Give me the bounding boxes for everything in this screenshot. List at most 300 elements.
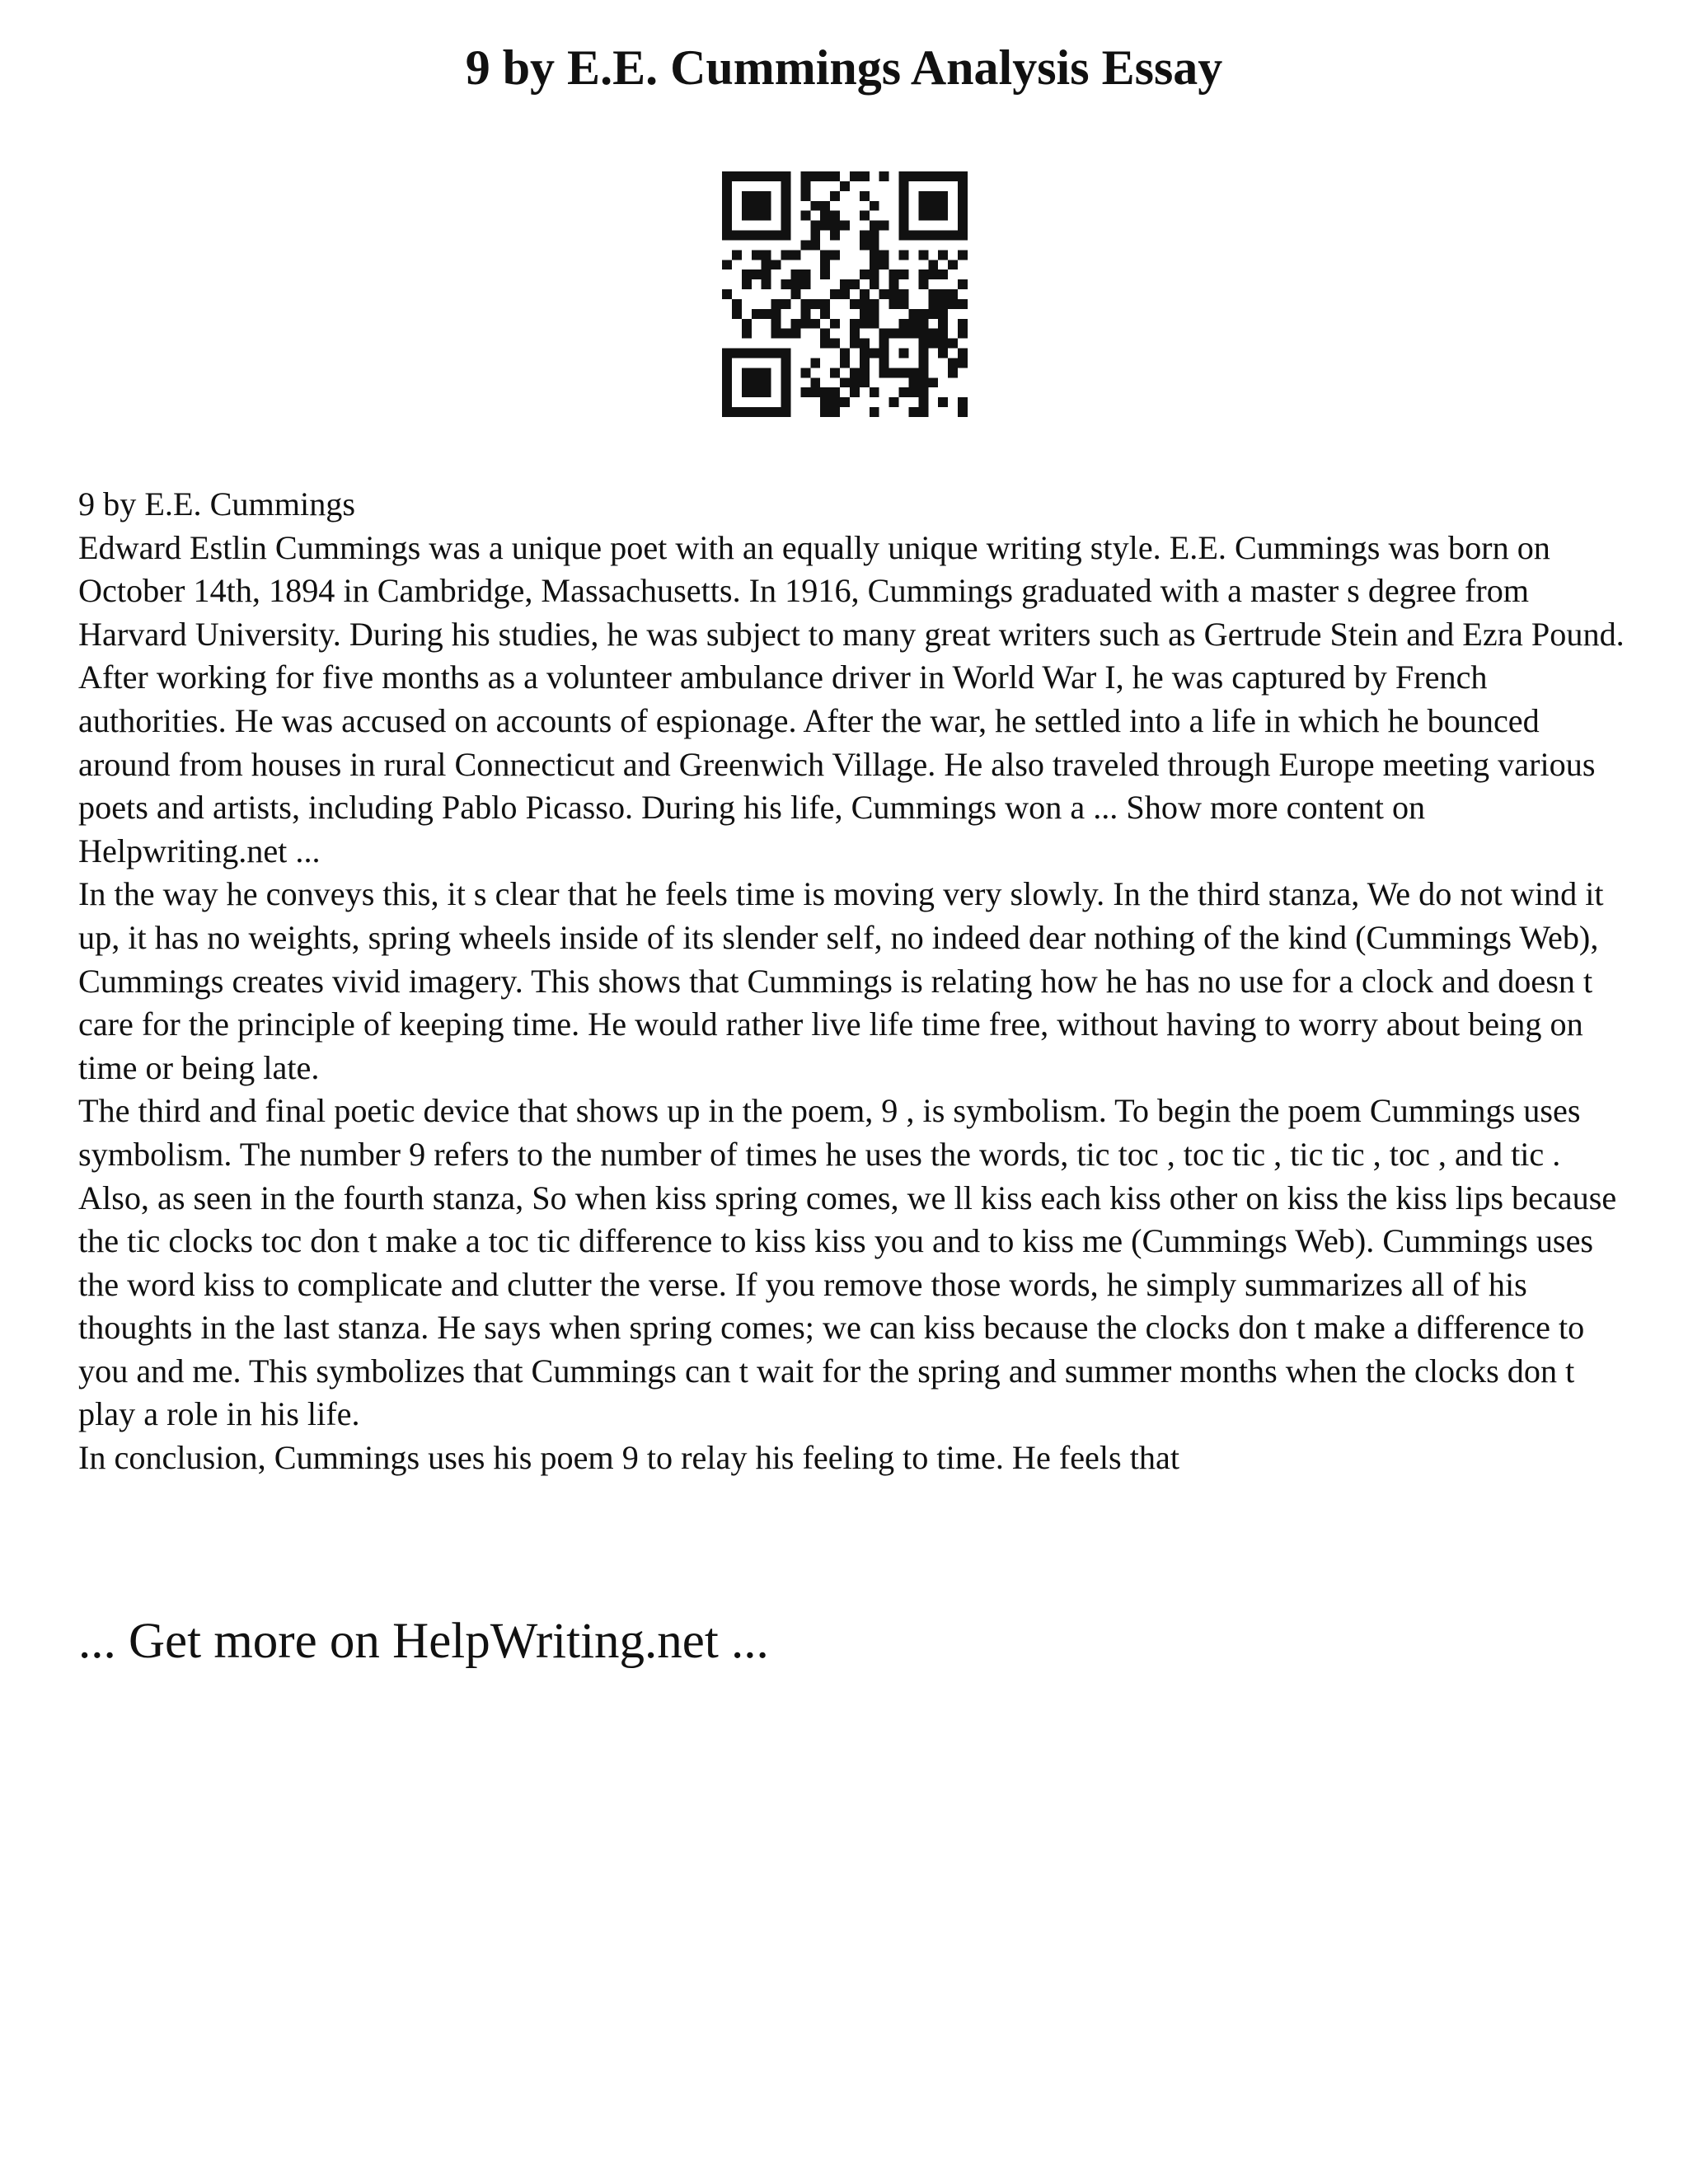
qr-module — [889, 299, 899, 309]
qr-module — [889, 269, 899, 279]
qr-module — [762, 309, 771, 319]
qr-module — [820, 397, 830, 407]
qr-module — [948, 368, 958, 377]
qr-module — [742, 211, 752, 221]
qr-module — [938, 397, 948, 407]
qr-module — [830, 289, 840, 299]
qr-module — [899, 181, 909, 191]
qr-module — [938, 191, 948, 201]
qr-module — [820, 221, 830, 231]
qr-module — [771, 407, 781, 417]
qr-module — [958, 299, 968, 309]
qr-module — [918, 349, 928, 359]
qr-module — [810, 231, 820, 241]
qr-module — [918, 171, 928, 181]
qr-module — [790, 250, 800, 260]
qr-module — [762, 349, 771, 359]
qr-module — [870, 309, 879, 319]
qr-module — [958, 201, 968, 211]
qr-module — [899, 368, 909, 377]
qr-module — [762, 407, 771, 417]
document-title: 9 by E.E. Cummings Analysis Essay — [465, 40, 1223, 95]
qr-module — [781, 299, 791, 309]
qr-module — [820, 250, 830, 260]
qr-module — [948, 260, 958, 269]
qr-module — [958, 358, 968, 368]
qr-module — [908, 368, 918, 377]
qr-module — [810, 240, 820, 250]
qr-module — [918, 309, 928, 319]
qr-module — [722, 221, 732, 231]
qr-module — [850, 329, 860, 339]
qr-module — [860, 377, 870, 387]
qr-module — [860, 211, 870, 221]
qr-module — [820, 339, 830, 349]
qr-module — [752, 407, 762, 417]
qr-module — [790, 279, 800, 289]
qr-module — [781, 407, 791, 417]
qr-module — [820, 171, 830, 181]
qr-module — [958, 171, 968, 181]
qr-module — [928, 269, 938, 279]
qr-module — [781, 387, 791, 397]
qr-module — [918, 329, 928, 339]
qr-module — [908, 319, 918, 329]
qr-module — [800, 181, 810, 191]
qr-module — [938, 231, 948, 241]
qr-module — [742, 407, 752, 417]
qr-module — [742, 201, 752, 211]
essay-paragraph: In conclusion, Cummings uses his poem 9 to relay his feeling to time. He feels that — [78, 1439, 1179, 1477]
qr-module — [918, 397, 928, 407]
qr-module — [908, 231, 918, 241]
qr-module — [918, 211, 928, 221]
qr-module — [732, 250, 742, 260]
qr-module — [781, 191, 791, 201]
qr-module — [850, 339, 860, 349]
qr-module — [899, 349, 909, 359]
qr-module — [800, 387, 810, 397]
qr-module — [752, 211, 762, 221]
qr-module — [870, 269, 879, 279]
qr-module — [820, 299, 830, 309]
qr-module — [752, 191, 762, 201]
qr-module — [928, 201, 938, 211]
qr-module — [908, 387, 918, 397]
qr-module — [790, 289, 800, 299]
qr-module — [732, 299, 742, 309]
qr-module — [722, 397, 732, 407]
qr-module — [928, 289, 938, 299]
qr-module — [781, 250, 791, 260]
qr-module — [928, 171, 938, 181]
qr-module — [860, 349, 870, 359]
qr-module — [958, 329, 968, 339]
qr-module — [781, 231, 791, 241]
qr-module — [810, 201, 820, 211]
qr-module — [928, 191, 938, 201]
qr-module — [918, 358, 928, 368]
qr-module — [830, 387, 840, 397]
qr-module — [790, 319, 800, 329]
qr-module — [752, 349, 762, 359]
qr-module — [899, 319, 909, 329]
qr-module — [742, 269, 752, 279]
qr-module — [722, 368, 732, 377]
qr-module — [850, 387, 860, 397]
qr-module — [722, 171, 732, 181]
qr-module — [781, 171, 791, 181]
qr-module — [771, 329, 781, 339]
qr-module — [860, 319, 870, 329]
qr-module — [860, 289, 870, 299]
qr-module — [870, 240, 879, 250]
qr-module — [800, 299, 810, 309]
qr-module — [810, 358, 820, 368]
qr-module — [722, 349, 732, 359]
qr-module — [938, 201, 948, 211]
qr-module — [899, 329, 909, 339]
qr-module — [790, 329, 800, 339]
qr-module — [938, 289, 948, 299]
qr-module — [928, 211, 938, 221]
qr-module — [742, 279, 752, 289]
qr-module — [948, 299, 958, 309]
qr-module — [938, 349, 948, 359]
qr-module — [899, 387, 909, 397]
qr-module — [840, 279, 850, 289]
qr-module — [830, 339, 840, 349]
qr-module — [762, 191, 771, 201]
qr-module — [870, 221, 879, 231]
qr-module — [879, 368, 889, 377]
qr-module — [889, 279, 899, 289]
qr-module — [860, 191, 870, 201]
qr-module — [850, 279, 860, 289]
qr-module — [908, 377, 918, 387]
qr-module — [860, 240, 870, 250]
qr-module — [879, 339, 889, 349]
qr-module — [771, 231, 781, 241]
qr-module — [781, 349, 791, 359]
qr-module — [860, 269, 870, 279]
qr-module — [752, 309, 762, 319]
qr-module — [810, 387, 820, 397]
qr-module — [742, 231, 752, 241]
qr-module — [908, 407, 918, 417]
qr-module — [918, 250, 928, 260]
qr-module — [938, 329, 948, 339]
qr-module — [958, 181, 968, 191]
qr-module — [752, 377, 762, 387]
qr-module — [958, 349, 968, 359]
qr-module — [840, 397, 850, 407]
qr-module — [781, 211, 791, 221]
qr-module — [948, 358, 958, 368]
qr-module — [830, 407, 840, 417]
qr-module — [771, 299, 781, 309]
qr-module — [948, 289, 958, 299]
qr-module — [742, 349, 752, 359]
qr-module — [840, 221, 850, 231]
qr-module — [752, 269, 762, 279]
qr-module — [928, 231, 938, 241]
qr-module — [870, 319, 879, 329]
qr-module — [820, 201, 830, 211]
qr-module — [889, 289, 899, 299]
qr-module — [879, 358, 889, 368]
qr-module — [899, 250, 909, 260]
qr-module — [722, 191, 732, 201]
qr-module — [889, 329, 899, 339]
qr-module — [722, 211, 732, 221]
qr-module — [762, 260, 771, 269]
qr-module — [762, 269, 771, 279]
qr-module — [732, 309, 742, 319]
qr-module — [879, 221, 889, 231]
qr-module — [870, 260, 879, 269]
qr-module — [762, 368, 771, 377]
qr-module — [889, 368, 899, 377]
qr-module — [820, 269, 830, 279]
qr-module — [840, 377, 850, 387]
qr-module — [762, 201, 771, 211]
qr-module — [928, 260, 938, 269]
qr-module — [752, 201, 762, 211]
qr-module — [830, 221, 840, 231]
qr-module — [781, 397, 791, 407]
qr-module — [830, 319, 840, 329]
qr-module — [830, 368, 840, 377]
qr-module — [820, 407, 830, 417]
qr-module — [762, 231, 771, 241]
qr-module — [918, 339, 928, 349]
qr-module — [879, 349, 889, 359]
qr-module — [860, 339, 870, 349]
qr-module — [762, 171, 771, 181]
qr-module — [850, 368, 860, 377]
qr-module — [771, 349, 781, 359]
qr-module — [800, 240, 810, 250]
qr-module — [732, 171, 742, 181]
qr-module — [928, 299, 938, 309]
qr-module — [722, 231, 732, 241]
qr-module — [800, 191, 810, 201]
qr-module — [790, 269, 800, 279]
qr-module — [850, 171, 860, 181]
qr-code-icon — [722, 171, 968, 417]
qr-module — [810, 171, 820, 181]
qr-module — [722, 181, 732, 191]
qr-module — [830, 397, 840, 407]
qr-module — [752, 368, 762, 377]
qr-module — [840, 181, 850, 191]
qr-module — [742, 387, 752, 397]
qr-module — [928, 339, 938, 349]
qr-module — [958, 211, 968, 221]
qr-module — [781, 377, 791, 387]
qr-module — [918, 368, 928, 377]
qr-module — [899, 231, 909, 241]
qr-module — [820, 211, 830, 221]
qr-module — [830, 191, 840, 201]
qr-module — [938, 309, 948, 319]
qr-module — [820, 260, 830, 269]
qr-module — [781, 358, 791, 368]
qr-module — [860, 231, 870, 241]
qr-module — [889, 397, 899, 407]
qr-module — [899, 211, 909, 221]
qr-module — [722, 358, 732, 368]
qr-module — [918, 231, 928, 241]
qr-module — [722, 387, 732, 397]
qr-module — [918, 279, 928, 289]
qr-module — [810, 221, 820, 231]
qr-module — [870, 349, 879, 359]
qr-module — [742, 319, 752, 329]
qr-module — [820, 329, 830, 339]
qr-module — [958, 407, 968, 417]
qr-module — [899, 201, 909, 211]
qr-module — [742, 191, 752, 201]
qr-module — [742, 377, 752, 387]
qr-module — [732, 407, 742, 417]
qr-module — [722, 377, 732, 387]
qr-module — [800, 368, 810, 377]
qr-module — [938, 250, 948, 260]
qr-module — [938, 269, 948, 279]
qr-module — [850, 319, 860, 329]
qr-module — [918, 191, 928, 201]
qr-module — [850, 377, 860, 387]
qr-module — [958, 250, 968, 260]
qr-module — [860, 368, 870, 377]
qr-module — [742, 171, 752, 181]
qr-module — [810, 377, 820, 387]
qr-module — [830, 211, 840, 221]
qr-module — [752, 171, 762, 181]
qr-module — [732, 349, 742, 359]
essay-body — [78, 483, 1628, 1480]
qr-module — [742, 368, 752, 377]
qr-module — [879, 260, 889, 269]
qr-module — [948, 339, 958, 349]
qr-module — [958, 397, 968, 407]
essay-paragraph: Edward Estlin Cummings was a unique poet with an equally unique writing style. E.E. Cummings was born on October 14th, 1894 in Cambridge, Massachusetts. In 1916, Cummings graduated with a master s degree from Harvard University. During his studies, he was subject to many great writers such as Gertrude Stein and Ezra Pound. After working for five months as a volunteer ambulance driver in World War I, he was captured by French authorities. He was accused on accounts of espionage. After the war, he settled into a life in which he bounced around from houses in rural Connecticut and Greenwich Village. He also traveled through Europe meeting various poets and artists, including Pablo Picasso. During his life, Cummings won a ... Show more content on Helpwriting.net ... — [78, 528, 1625, 869]
qr-module — [762, 377, 771, 387]
essay-paragraph: In the way he conveys this, it s clear that he feels time is moving very slowly. In the third stanza, We do not wind it up, it has no weights, spring wheels inside of its slender self, no indeed dear nothing of the kind (Cummings Web), Cummings creates vivid imagery. This shows that Cummings is relating how he has no use for a clock and doesn t care for the principle of keeping time. He would rather live life time free, without having to worry about being on time or being late. — [78, 875, 1604, 1086]
qr-module — [810, 319, 820, 329]
qr-module — [870, 250, 879, 260]
qr-module — [870, 201, 879, 211]
qr-module — [958, 221, 968, 231]
qr-module — [800, 279, 810, 289]
qr-module — [800, 319, 810, 329]
qr-module — [918, 269, 928, 279]
qr-module — [860, 171, 870, 181]
qr-module — [908, 309, 918, 319]
qr-module — [918, 407, 928, 417]
qr-module — [800, 171, 810, 181]
qr-module — [771, 260, 781, 269]
qr-module — [918, 387, 928, 397]
qr-module — [752, 231, 762, 241]
qr-module — [918, 201, 928, 211]
get-more-link[interactable]: ... Get more on HelpWriting.net ... — [78, 1614, 769, 1669]
qr-module — [899, 191, 909, 201]
qr-module — [820, 309, 830, 319]
qr-module — [771, 171, 781, 181]
qr-module — [928, 377, 938, 387]
qr-module — [899, 299, 909, 309]
qr-module — [899, 171, 909, 181]
qr-module — [958, 231, 968, 241]
qr-module — [870, 299, 879, 309]
qr-module — [800, 211, 810, 221]
qr-module — [938, 171, 948, 181]
qr-module — [948, 231, 958, 241]
qr-module — [908, 329, 918, 339]
qr-module — [732, 231, 742, 241]
qr-module — [771, 319, 781, 329]
qr-module — [800, 269, 810, 279]
qr-module — [860, 358, 870, 368]
qr-module — [918, 377, 928, 387]
qr-module — [830, 250, 840, 260]
qr-module — [752, 387, 762, 397]
qr-module — [830, 171, 840, 181]
qr-module — [879, 250, 889, 260]
qr-module — [899, 221, 909, 231]
qr-module — [928, 329, 938, 339]
qr-module — [781, 368, 791, 377]
qr-module — [762, 279, 771, 289]
qr-module — [781, 329, 791, 339]
qr-module — [800, 309, 810, 319]
qr-module — [762, 250, 771, 260]
qr-module — [870, 407, 879, 417]
qr-module — [870, 231, 879, 241]
qr-module — [820, 387, 830, 397]
qr-module — [840, 349, 850, 359]
qr-module — [850, 299, 860, 309]
qr-module — [771, 309, 781, 319]
qr-module — [781, 221, 791, 231]
qr-module — [781, 279, 791, 289]
qr-module — [908, 171, 918, 181]
qr-module — [762, 387, 771, 397]
qr-module — [899, 289, 909, 299]
essay-paragraph: 9 by E.E. Cummings — [78, 485, 356, 523]
qr-module — [781, 181, 791, 191]
qr-module — [870, 387, 879, 397]
qr-module — [752, 250, 762, 260]
qr-module — [840, 289, 850, 299]
qr-module — [879, 171, 889, 181]
qr-module — [879, 329, 889, 339]
qr-module — [722, 289, 732, 299]
qr-module — [860, 299, 870, 309]
qr-module — [958, 279, 968, 289]
qr-module — [918, 319, 928, 329]
qr-module — [938, 339, 948, 349]
qr-module — [840, 358, 850, 368]
qr-module — [958, 319, 968, 329]
qr-module — [899, 269, 909, 279]
qr-module — [830, 231, 840, 241]
qr-module — [948, 171, 958, 181]
qr-module — [938, 299, 948, 309]
